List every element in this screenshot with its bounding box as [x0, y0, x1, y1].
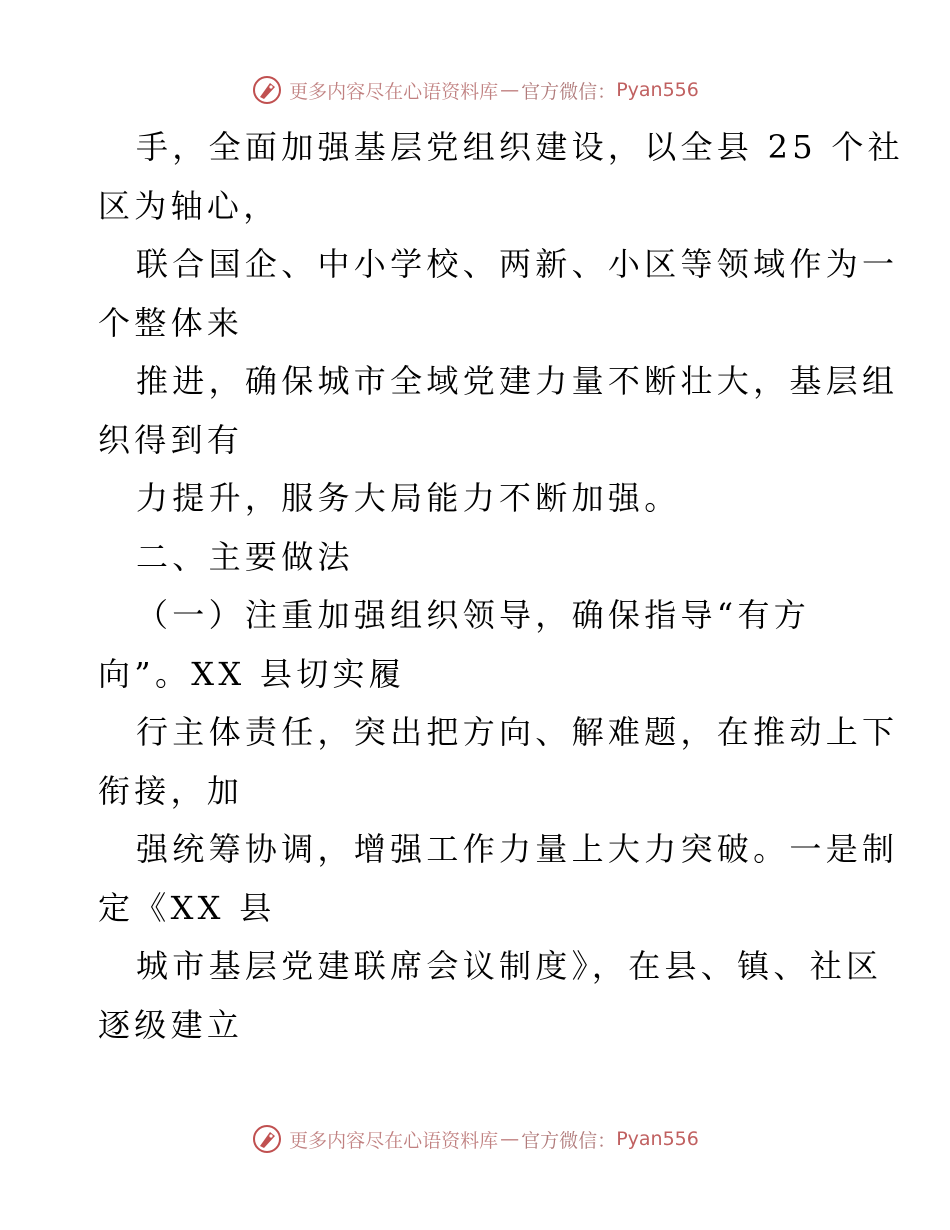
watermark-wechat-id: Pyan556	[616, 79, 699, 101]
body-line: 区为轴心，	[98, 186, 280, 225]
subsection-heading: （一）注重加强组织领导，确保指导“有方	[136, 596, 811, 634]
body-line: 行主体责任，突出把方向、解难题，在推动上下	[136, 713, 899, 751]
body-line: 个整体来	[98, 303, 244, 342]
watermark-separator: —	[500, 79, 520, 101]
watermark-wechat-label: 官方微信：	[521, 80, 617, 103]
body-line: 城市基层党建联席会议制度》，在县、镇、社区	[136, 947, 883, 985]
body-line: 强统筹协调，增强工作力量上大力突破。一是制	[136, 830, 899, 868]
body-line: 向”。XX 县切实履	[98, 654, 406, 693]
watermark-wechat-id: Pyan556	[616, 1128, 699, 1150]
body-line: 定《XX 县	[98, 888, 276, 927]
watermark-text: 更多内容尽在心语资料库	[289, 1129, 499, 1152]
pen-nib-logo-icon	[251, 74, 283, 106]
watermark-text: 更多内容尽在心语资料库	[289, 80, 499, 103]
watermark-separator: —	[500, 1128, 520, 1150]
header-watermark	[0, 70, 950, 110]
pen-nib-logo-icon	[251, 1123, 283, 1155]
body-line: 逐级建立	[98, 1005, 244, 1044]
document-body	[98, 118, 904, 1054]
body-line: 联合国企、中小学校、两新、小区等领域作为一	[136, 245, 899, 283]
body-line: 手，全面加强基层党组织建设，以全县 25 个社	[136, 128, 904, 166]
watermark-wechat-label: 官方微信：	[521, 1129, 617, 1152]
body-line: 衔接，加	[98, 771, 244, 810]
body-line: 力提升，服务大局能力不断加强。	[136, 479, 681, 517]
section-heading: 二、主要做法	[136, 537, 354, 576]
body-line: 织得到有	[98, 420, 244, 459]
footer-watermark	[0, 1119, 950, 1159]
body-line: 推进，确保城市全域党建力量不断壮大，基层组	[136, 362, 899, 400]
